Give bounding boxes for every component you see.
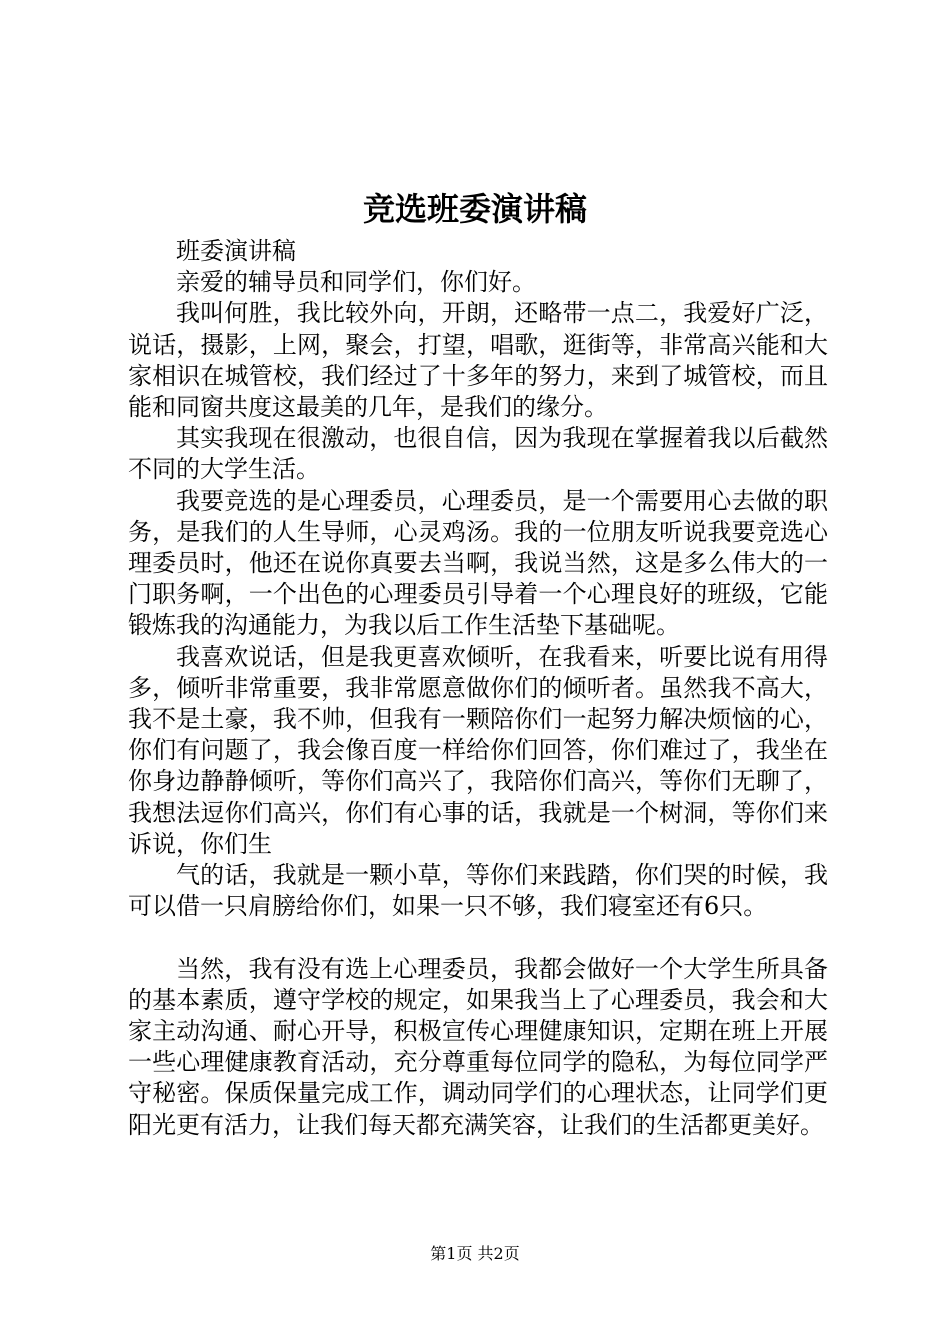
document-title: 竞选班委演讲稿 <box>362 190 587 228</box>
paragraph-subtitle: 班委演讲稿 <box>176 237 296 265</box>
paragraph-position: 我要竞选的是心理委员，心理委员，是一个需要用心去做的职务，是我们的人生导师，心灵鸡汤。我的一位朋友听说我要竞选心理委员时，他还在说你真要去当啊，我说当然，这是多么伟大的一门职务啊，一个出色的心理委员引导着一个心理良好的班级，它能锻炼我的沟通能力，为我以后工作生活垫下基础呢。 <box>128 486 828 640</box>
paragraph-listening: 我喜欢说话，但是我更喜欢倾听，在我看来，听要比说有用得多，倾听非常重要，我非常愿意做你们的倾听者。虽然我不高大，我不是土豪，我不帅，但我有一颗陪你们一起努力解决烦恼的心，你们有问题了，我会像百度一样给你们回答，你们难过了，我坐在你身边静静倾听，等你们高兴了，我陪你们高兴，等你们无聊了，我想法逗你们高兴，你们有心事的话，我就是一个树洞，等你们来诉说，你们生 <box>128 642 828 858</box>
page-footer: 第1页 共2页 <box>430 1244 520 1263</box>
paragraph-greeting: 亲爱的辅导员和同学们，你们好。 <box>176 268 536 297</box>
paragraph-feeling: 其实我现在很激动，也很自信，因为我现在掌握着我以后截然不同的大学生活。 <box>128 424 828 484</box>
paragraph-introduction: 我叫何胜，我比较外向，开朗，还略带一点二，我爱好广泛，说话，摄影，上网，聚会，打望，唱歌，逛街等，非常高兴能和大家相识在城管校，我们经过了十多年的努力，来到了城管校，而且能和同窗共度这最美的几年，是我们的缘分。 <box>128 299 828 422</box>
document-body <box>128 236 828 1141</box>
paragraph-commitment: 当然，我有没有选上心理委员，我都会做好一个大学生所具备的基本素质，遵守学校的规定，如果我当上了心理委员，我会和大家主动沟通、耐心开导，积极宣传心理健康知识，定期在班上开展一些心理健康教育活动，充分尊重每位同学的隐私，为每位同学严守秘密。保质保量完成工作，调动同学们的心理状态，让同学们更阳光更有活力，让我们每天都充满笑容，让我们的生活都更美好。 <box>128 954 828 1139</box>
paragraph-support: 气的话，我就是一颗小草，等你们来践踏，你们哭的时候，我可以借一只肩膀给你们，如果一只不够，我们寝室还有6只。 <box>128 861 828 921</box>
